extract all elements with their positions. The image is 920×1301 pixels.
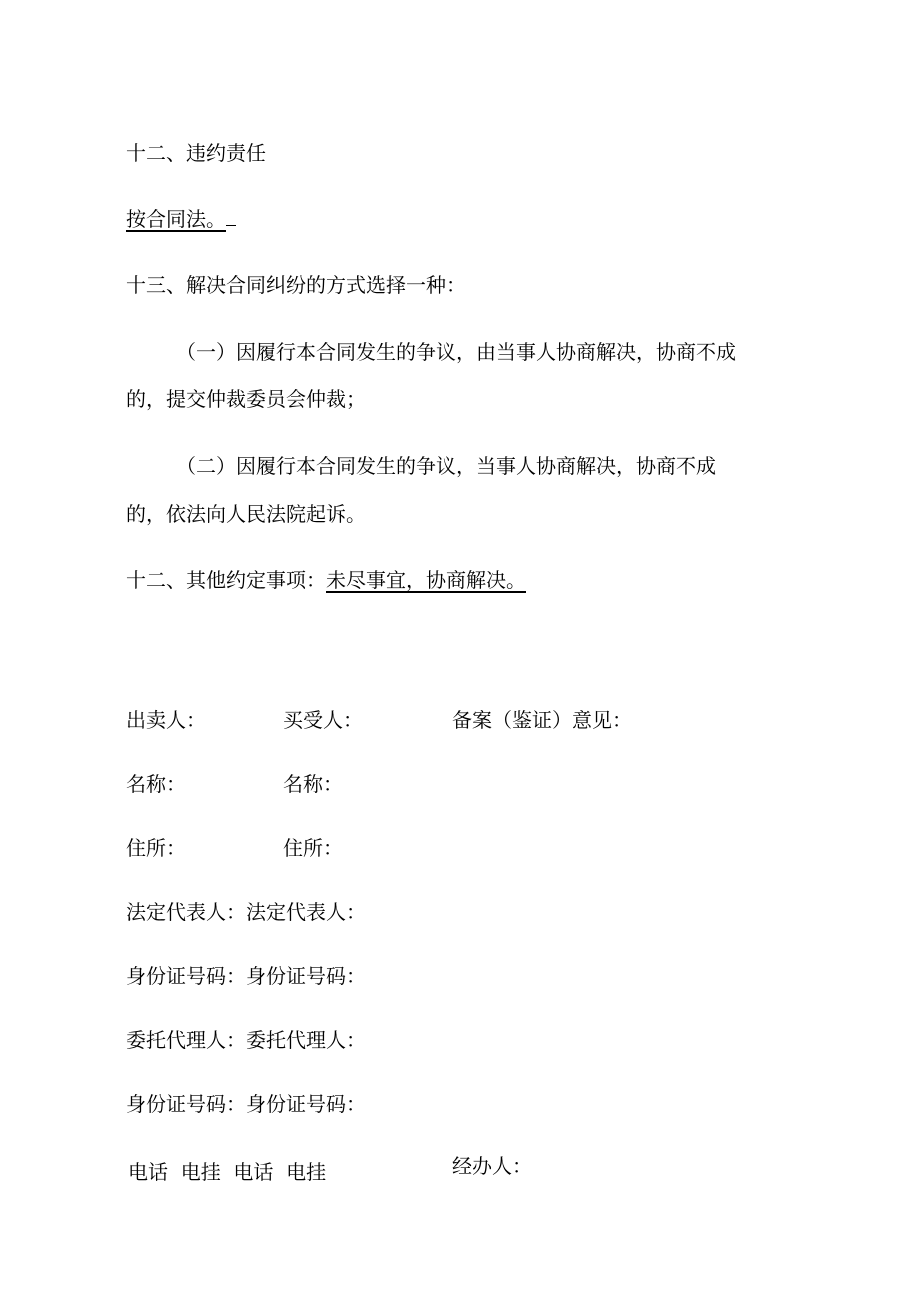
option-1-line-1: （一）因履行本合同发生的争议，由当事人协商解决，协商不成	[176, 340, 736, 364]
seller-address-label: 住所：	[126, 836, 186, 860]
section-12-body	[126, 205, 236, 233]
section-13-heading: 十三、解决合同纠纷的方式选择一种：	[126, 273, 466, 297]
id-number-row-1: 身份证号码：身份证号码：	[126, 964, 366, 988]
legal-representative-row: 法定代表人：法定代表人：	[126, 900, 366, 924]
handler-label: 经办人：	[452, 1154, 532, 1178]
option-2-line-1: （二）因履行本合同发生的争议，当事人协商解决，协商不成	[176, 454, 716, 478]
seller-label: 出卖人：	[126, 708, 206, 732]
agent-row: 委托代理人：委托代理人：	[126, 1028, 366, 1052]
option-2-line-2: 的，依法向人民法院起诉。	[126, 502, 366, 526]
filing-opinion-label: 备案（鉴证）意见：	[452, 708, 632, 732]
phone-telegram-row: 电话 电挂 电话 电挂	[128, 1160, 327, 1184]
section-12-heading: 十二、违约责任	[126, 141, 266, 165]
section-12-body-text: 按合同法。	[126, 207, 226, 231]
buyer-label: 买受人：	[283, 708, 363, 732]
buyer-name-label: 名称：	[283, 772, 343, 796]
other-terms	[126, 566, 526, 594]
seller-name-label: 名称：	[126, 772, 186, 796]
option-1-line-2: 的，提交仲裁委员会仲裁；	[126, 387, 366, 411]
buyer-address-label: 住所：	[283, 836, 343, 860]
id-number-row-2: 身份证号码：身份证号码：	[126, 1092, 366, 1116]
other-terms-label: 十二、其他约定事项：	[126, 568, 326, 592]
other-terms-value: 未尽事宜，协商解决。	[326, 568, 526, 592]
underline-trail	[226, 205, 236, 226]
